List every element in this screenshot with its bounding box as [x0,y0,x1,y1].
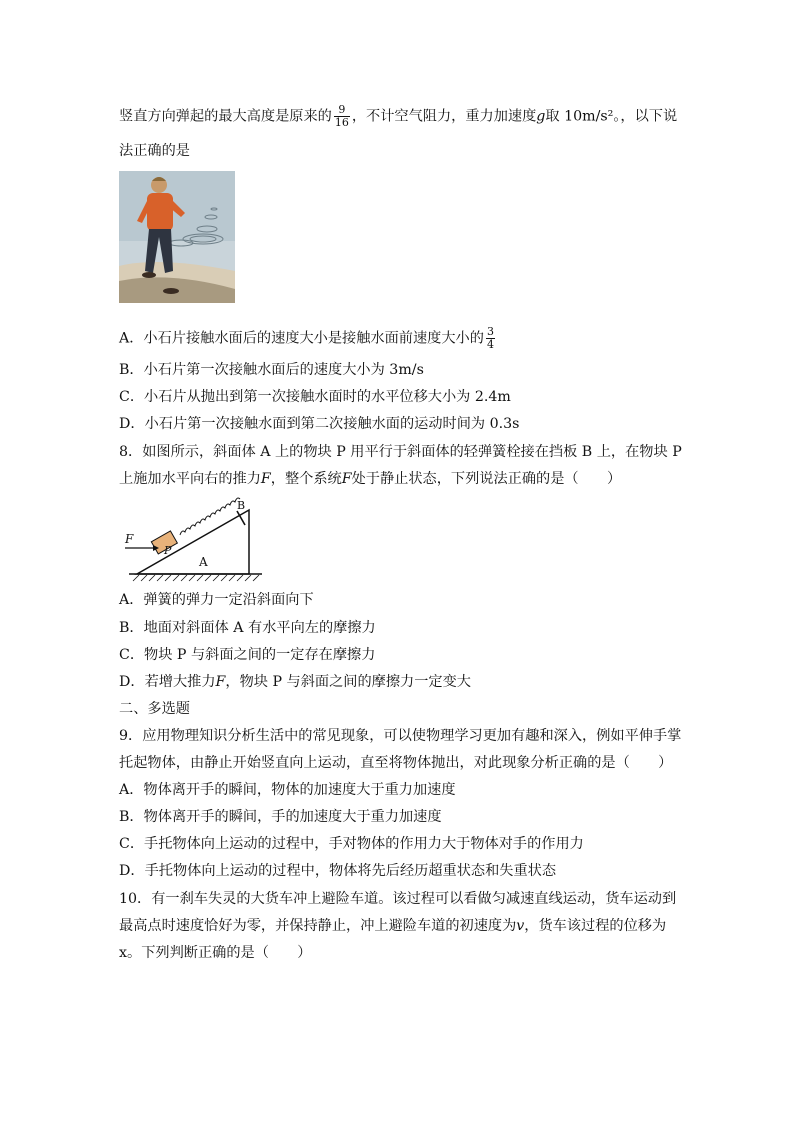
q7-frac-num: 9 [334,104,350,117]
q8-force-symbol-2: F [341,471,352,487]
q8-option-d-force: F [215,674,226,690]
q9-line2: 托起物体，由静止开始竖直向上运动，直至将物体抛出，对此现象分析正确的是（ ） [119,755,673,771]
q7-line1-post-b: 取 10m/s²。，以下说 [545,108,678,125]
section-heading: 二、多选题 [119,701,190,717]
q7-frac-den: 16 [334,116,349,129]
q7-option-b: B．小石片第一次接触水面后的速度大小为 3m/s [119,362,424,378]
q9-line1: 9．应用物理知识分析生活中的常见现象，可以使物理学习更加有趣和深入，例如平伸手掌 [119,728,682,744]
q8-line2-pre: 上施加水平向右的推力 [119,471,261,487]
fig-label-p: P [164,544,172,557]
q7-option-a-fraction [486,326,495,351]
q8-line2 [119,469,621,489]
q7-line2: 法正确的是 [119,143,190,159]
q7-option-a-text: A．小石片接触水面后的速度大小是接触水面前速度大小的 [119,330,484,347]
q7-option-d: D．小石片第一次接触水面到第二次接触水面的运动时间为 0.3s [119,416,520,432]
q8-line2-mid: ，整个系统 [270,471,342,487]
q10-line2 [119,916,666,936]
q8-option-a: A．弹簧的弹力一定沿斜面向下 [119,592,314,608]
q8-option-c: C．物块 P 与斜面之间的一定存在摩擦力 [119,647,376,663]
q7-line1-post-a: ，不计空气阻力，重力加速度 [351,108,537,125]
q8-option-b: B．地面对斜面体 A 有水平向左的摩擦力 [119,620,376,636]
fig-label-f: F [125,532,134,546]
q7-g-symbol: g [536,108,546,125]
q10-line2-post: ，货车该过程的位移为 [524,918,667,934]
q9-option-d: D．手托物体向上运动的过程中，物体将先后经历超重状态和失重状态 [119,863,557,879]
q10-velocity-symbol: v [516,918,525,934]
stone-skipping-photo [119,171,235,303]
q7-option-a-frac-den: 4 [486,338,494,351]
q8-option-d [119,672,471,692]
q10-line2-pre: 最高点时速度恰好为零，并保持静止，冲上避险车道的初速度为 [119,918,517,934]
q7-option-a [119,326,497,351]
q8-force-symbol-1: F [260,471,271,487]
q7-line1 [119,104,677,129]
incline-spring-diagram [119,497,269,582]
fig-label-a: A [199,555,208,569]
q8-line1: 8．如图所示，斜面体 A 上的物块 P 用平行于斜面体的轻弹簧栓接在挡板 B 上，在物块 P [119,444,682,460]
q7-option-a-frac-num: 3 [486,325,494,338]
fig-label-b: B [237,499,246,512]
q7-line1-pre: 竖直方向弹起的最大高度是原来的 [119,108,332,125]
q8-line2-post: 处于静止状态，下列说法正确的是（ ） [351,471,622,487]
q9-option-b: B．物体离开手的瞬间，手的加速度大于重力加速度 [119,809,442,825]
q8-option-d-pre: D．若增大推力 [119,674,216,690]
q7-option-c: C．小石片从抛出到第一次接触水面时的水平位移大小为 2.4m [119,389,511,405]
q8-option-d-post: ，物块 P 与斜面之间的摩擦力一定变大 [225,674,471,690]
q10-line1: 10．有一刹车失灵的大货车冲上避险车道。该过程可以看做匀减速直线运动，货车运动到 [119,891,677,907]
q7-fraction [334,104,350,129]
q9-option-a: A．物体离开手的瞬间，物体的加速度大于重力加速度 [119,782,456,798]
q10-line3: x。下列判断正确的是（ ） [119,945,312,961]
q9-option-c: C．手托物体向上运动的过程中，手对物体的作用力大于物体对手的作用力 [119,836,584,852]
